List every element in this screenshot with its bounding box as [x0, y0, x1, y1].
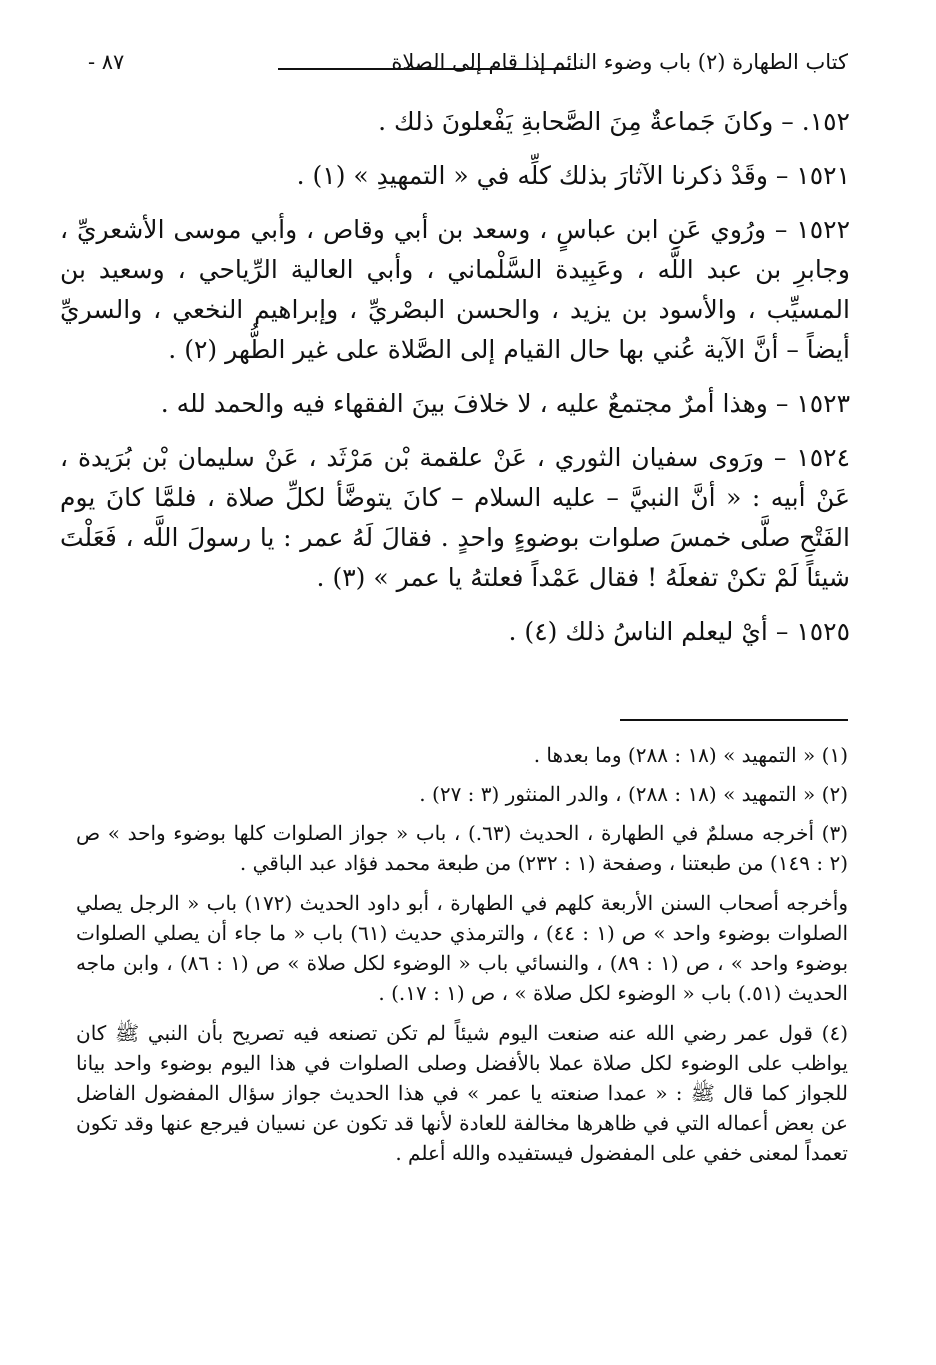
footnote-3-continued: وأخرجه أصحاب السنن الأربعة كلهم في الطهارة ، أبو داود الحديث (١٧٢) باب « الرجل يصلي الصلوات بوضوء واحد » ص (١ : ٤٤) ، والترمذي حديث (٦١) باب « ما جاء أن يصلي الصلوات بوضوء واحد » ، ص (١ : ٨٩) ، والنسائي باب « الوضوء لكل صلاة » ص (١ : ٨٦) ، وابن ماجه الحديث (٥١.) باب « الوضوء لكل صلاة » ، ص (١ : ١٧.) .	[76, 891, 849, 1005]
header-rule	[278, 68, 576, 70]
paragraph-1520: ١٥٢. – وكانَ جَماعةٌ مِنَ الصَّحابةِ يَفْعلونَ ذلك .	[378, 107, 850, 136]
main-text	[60, 102, 850, 666]
footnote-3: (٣) أخرجه مسلمٌ في الطهارة ، الحديث (٦٣.) ، باب « جواز الصلوات كلها بوضوء واحد » ص (٢ : ١٤٩) من طبعتنا ، وصفحة (١ : ٢٣٢) من طبعة محمد فؤاد عبد الباقي .	[76, 821, 848, 875]
paragraph-1524: ١٥٢٤ – ورَوى سفيان الثوري ، عَنْ علقمة بْن مَرْثَد ، عَنْ سليمان بْن بُرَيدة ، عَنْ أبيه : « أنَّ النبيَّ – عليه السلام – كانَ يتوضَّأ لكلِّ صلاة ، فلمَّا كانَ يوم الفَتْحِ صلَّى خمسَ صلوات بوضوءٍ واحدٍ . فقالَ لَهُ عمر : يا رسولَ اللَّه ، فَعَلْتَ شيئاً لَمْ تكنْ تفعلَهُ ! فقال عَمْداً فعلتهُ يا عمر » (٣) .	[60, 443, 850, 592]
footnote-separator	[620, 719, 848, 721]
running-header	[88, 42, 848, 82]
page-number: ٨٧ -	[88, 50, 125, 74]
footnote-2: (٢) « التمهيد » (١٨ : ٢٨٨) ، والدر المنثور (٣ : ٢٧) .	[419, 782, 848, 806]
paragraph-1521: ١٥٢١ – وقَدْ ذكرنا الآثارَ بذلك كلِّه في « التمهيدِ » (١) .	[296, 161, 850, 190]
footnote-1: (١) « التمهيد » (١٨ : ٢٨٨) وما بعدها .	[533, 743, 848, 767]
footnotes	[76, 740, 848, 1177]
header-title: كتاب الطهارة (٢) باب وضوء النائم إذا قام إلى الصلاة	[391, 50, 848, 74]
footnote-4: (٤) قول عمر رضي الله عنه صنعت اليوم شيئاً لم تكن تصنعه فيه تصريح بأن النبي ﷺ كان يواظب على الوضوء لكل صلاة عملا بالأفضل وصلى الصلوات في هذا اليوم بوضوء واحد بيانا للجواز كما قال ﷺ : « عمدا صنعته يا عمر » في هذا الحديث جواز سؤال المفضول الفاضل عن بعض أعماله التي في ظاهرها مخالفة للعادة لأنها قد تكون عن نسيان فيرجع عنها وقد تكون تعمداً لمعنى خفي على المفضول فيستفيده والله أعلم .	[76, 1021, 848, 1165]
paragraph-1525: ١٥٢٥ – أيْ ليعلم الناسُ ذلك (٤) .	[508, 617, 850, 646]
paragraph-1522: ١٥٢٢ – ورُوي عَنِ ابن عباسٍ ، وسعد بن أبي وقاص ، وأبي موسى الأشعريِّ ، وجابرِ بن عبد اللَّه ، وعَبِيدة السَّلْماني ، وأبي العالية الرِّياحي ، وسعيد بن المسيِّب ، والأسود بن يزيد ، والحسن البصْريِّ ، وإبراهيم النخعي ، والسريِّ أيضاً – أنَّ الآية عُني بها حال القيام إلى الصَّلاة على غير الطُّهر (٢) .	[60, 215, 850, 364]
paragraph-1523: ١٥٢٣ – وهذا أمرٌ مجتمعٌ عليه ، لا خلافَ بينَ الفقهاء فيه والحمد لله .	[160, 389, 850, 418]
